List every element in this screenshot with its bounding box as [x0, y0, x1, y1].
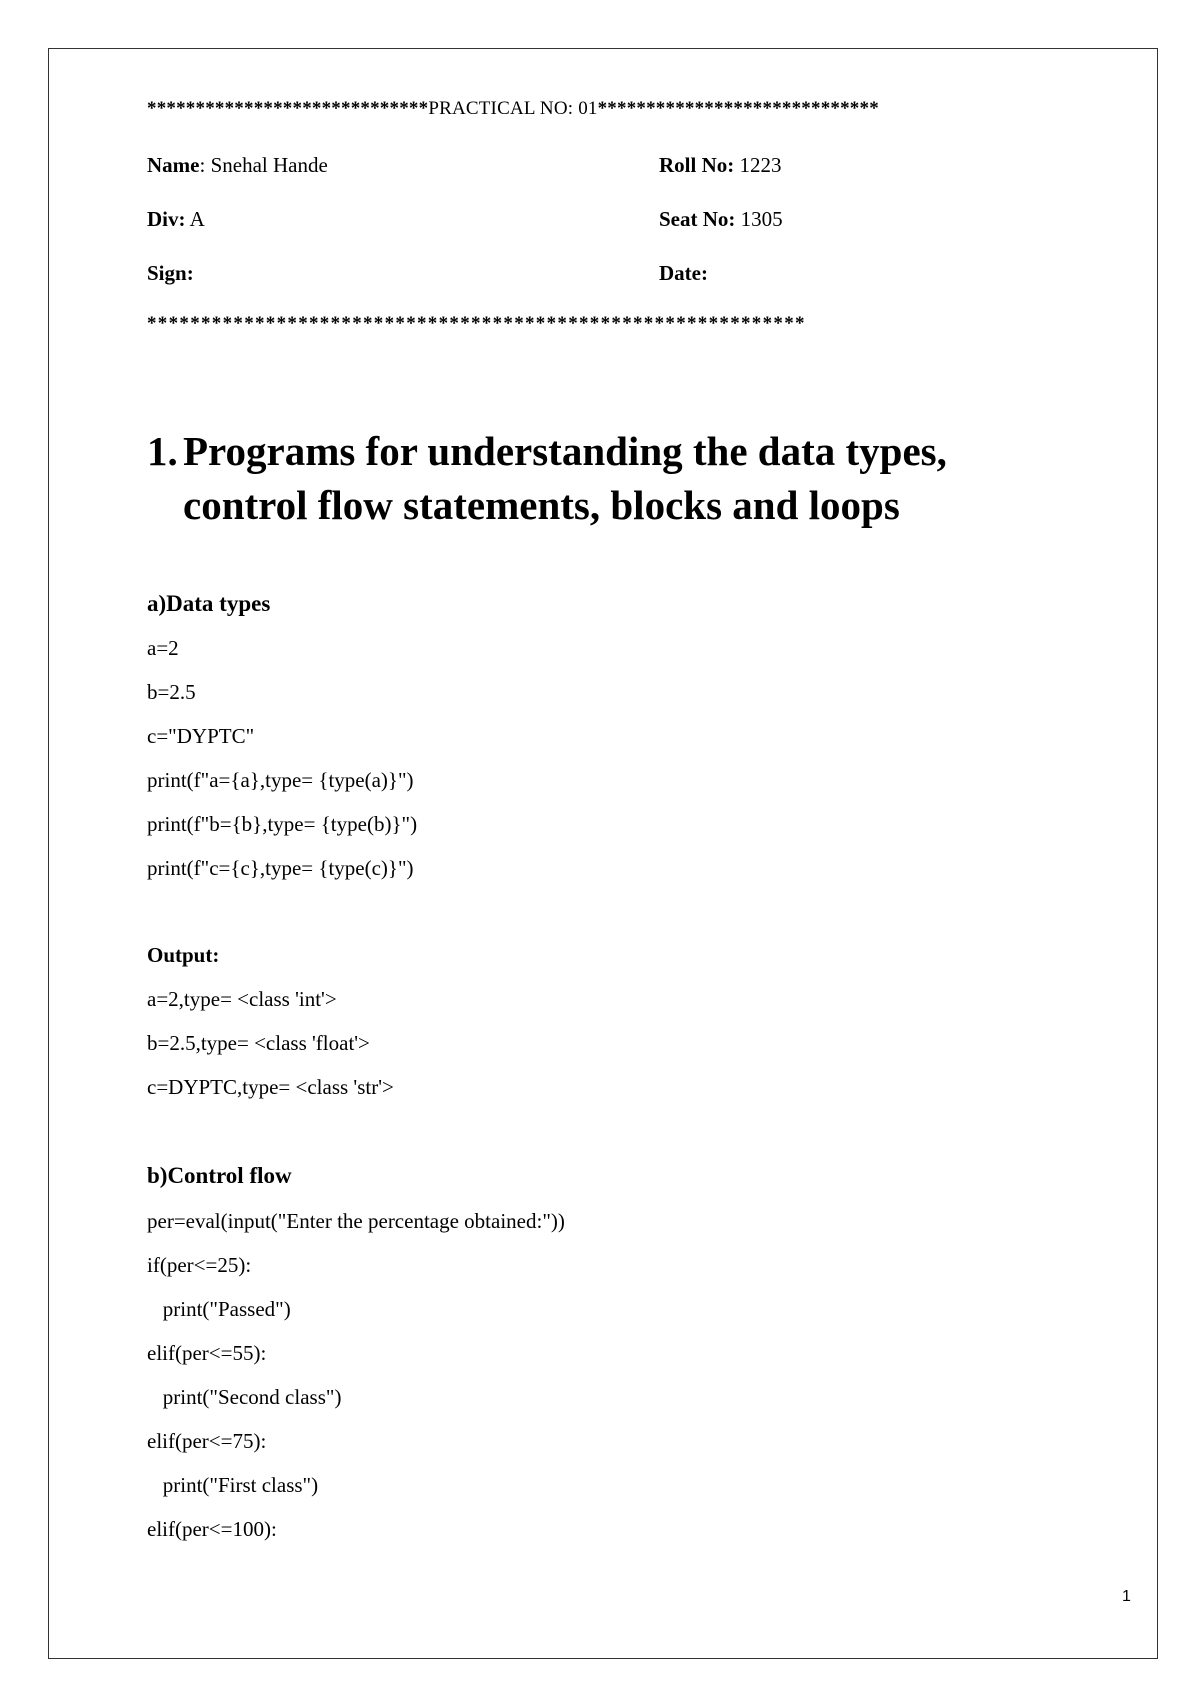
code-line: elif(per<=100):: [147, 1517, 277, 1541]
div-value: A: [185, 207, 205, 231]
code-line: b=2.5: [147, 680, 196, 704]
roll-field: [659, 153, 782, 178]
practical-title-line: [147, 98, 879, 120]
code-line: print("Second class"): [147, 1385, 342, 1409]
code-line: print("First class"): [147, 1473, 319, 1497]
code-line: elif(per<=55):: [147, 1341, 267, 1365]
code-line: a=2: [147, 636, 179, 660]
practical-label: PRACTICAL NO: 01: [428, 98, 598, 119]
output-line: c=DYPTC,type= <class 'str'>: [147, 1075, 394, 1099]
date-label: Date:: [659, 261, 708, 285]
stars-divider: *************************************************************: [147, 313, 806, 334]
roll-value: 1223: [734, 153, 782, 177]
section-b-title: b)Control flow: [147, 1163, 292, 1188]
roll-label: Roll No:: [659, 153, 735, 177]
code-line: c="DYPTC": [147, 724, 255, 748]
code-line: per=eval(input("Enter the percentage obtained:")): [147, 1209, 565, 1233]
heading-number: 1.: [147, 428, 178, 474]
page-number: 1: [1122, 1588, 1131, 1605]
date-field: [659, 261, 708, 286]
name-label: Name: [147, 153, 200, 177]
output-line: a=2,type= <class 'int'>: [147, 987, 337, 1011]
heading-line-2: control flow statements, blocks and loops: [183, 482, 900, 528]
seat-field: [659, 207, 783, 232]
output-line: b=2.5,type= <class 'float'>: [147, 1031, 370, 1055]
code-line: print(f"b={b},type= {type(b)}"): [147, 812, 418, 836]
page-border: [48, 48, 1158, 1659]
code-line: print("Passed"): [147, 1297, 291, 1321]
heading-line-1: Programs for understanding the data types,: [183, 428, 947, 474]
sign-label: Sign:: [147, 261, 194, 285]
div-field: [147, 207, 205, 232]
sign-field: [147, 261, 194, 286]
section-a-title: a)Data types: [147, 591, 271, 616]
main-heading: [147, 424, 1087, 532]
code-line: print(f"c={c},type= {type(c)}"): [147, 856, 414, 880]
name-value: : Snehal Hande: [199, 153, 328, 177]
code-line: print(f"a={a},type= {type(a)}"): [147, 768, 414, 792]
output-label: Output:: [147, 943, 220, 967]
code-line: elif(per<=75):: [147, 1429, 267, 1453]
name-field: [147, 153, 328, 178]
seat-label: Seat No:: [659, 207, 736, 231]
code-line: if(per<=25):: [147, 1253, 252, 1277]
stars-right: *****************************: [597, 98, 879, 119]
div-label: Div:: [147, 207, 186, 231]
seat-value: 1305: [735, 207, 783, 231]
stars-left: *****************************: [147, 98, 429, 119]
